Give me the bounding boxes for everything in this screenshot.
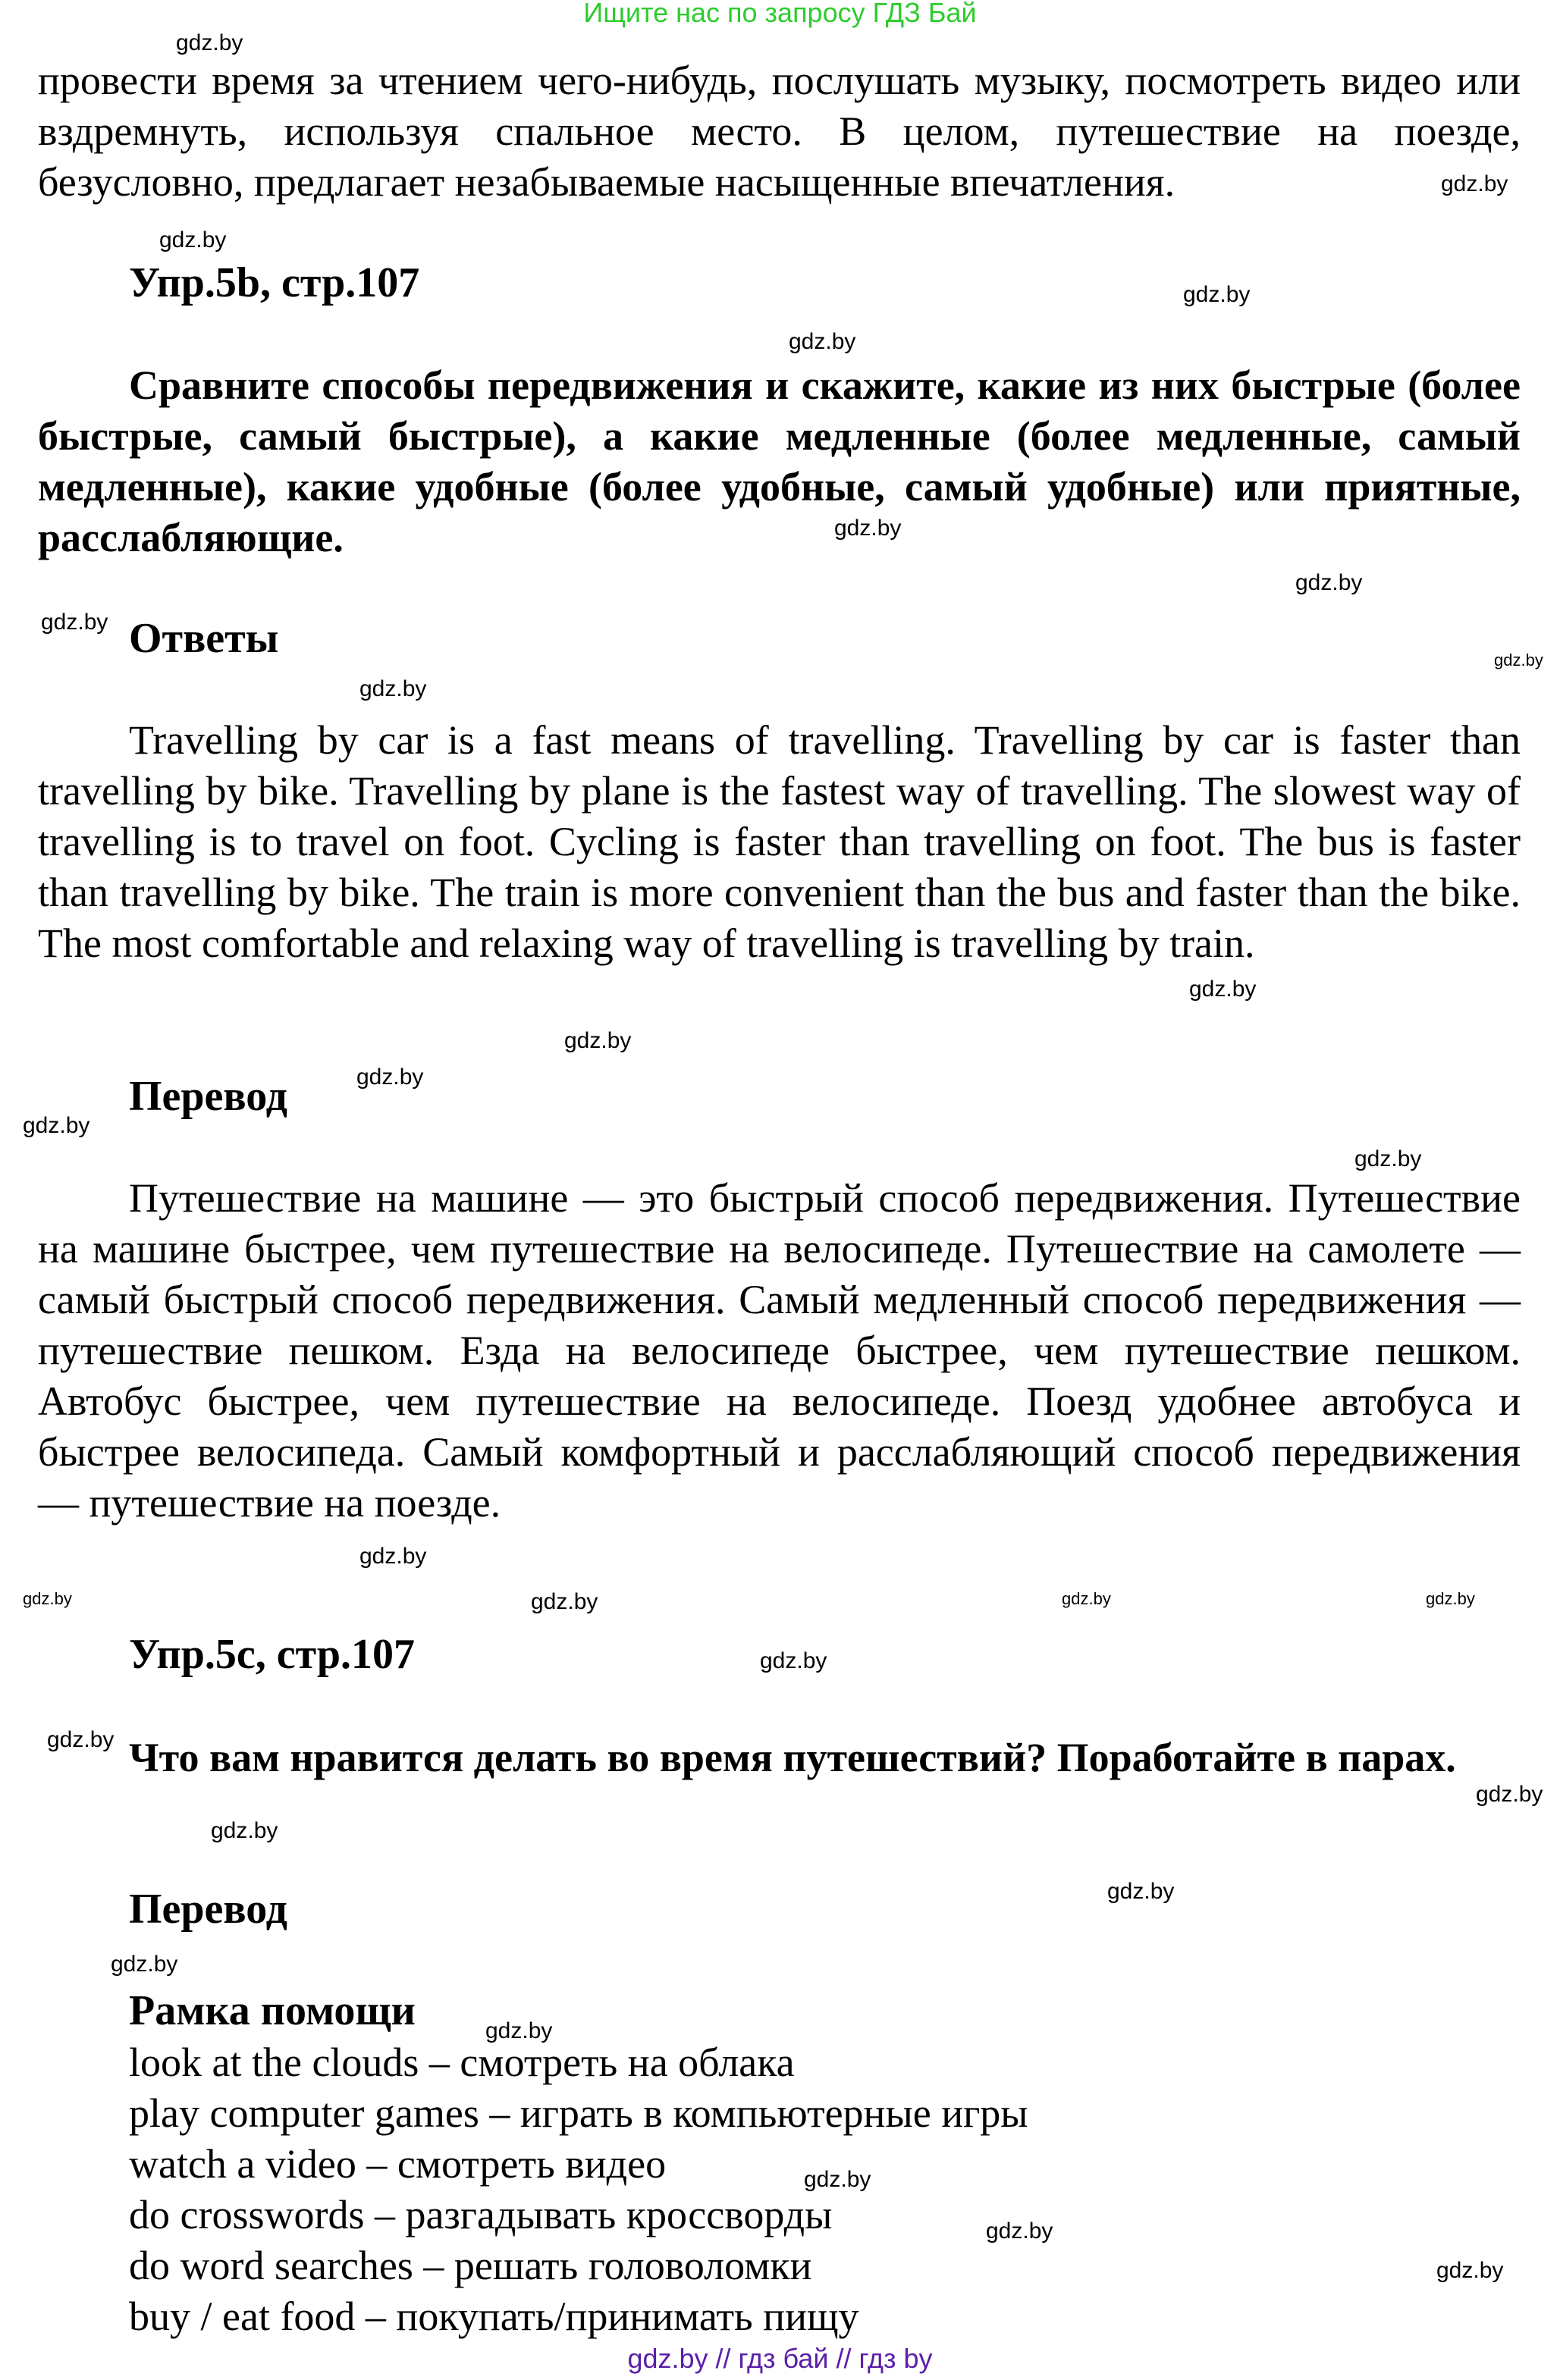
watermark: gdz.by: [1441, 171, 1508, 196]
watermark: gdz.by: [760, 1648, 827, 1673]
watermark: gdz.by: [23, 1113, 90, 1138]
answers-heading: Ответы: [129, 615, 279, 662]
help-box-heading: Рамка помощи: [129, 1987, 416, 2034]
help-item: look at the clouds – смотреть на облака: [129, 2040, 795, 2085]
exercise-5b-heading: Упр.5b, стр.107: [129, 259, 420, 306]
search-banner: Ищите нас по запросу ГДЗ Бай: [583, 0, 977, 28]
help-item: do word searches – решать головоломки: [129, 2243, 812, 2288]
watermark: gdz.by: [564, 1028, 632, 1053]
watermark: gdz.by: [485, 2018, 553, 2043]
watermark: gdz.by: [1494, 651, 1543, 669]
watermark: gdz.by: [47, 1727, 115, 1752]
watermark: gdz.by: [41, 610, 108, 635]
watermark: gdz.by: [356, 1065, 424, 1090]
help-item: play computer games – играть в компьютерные игры: [129, 2090, 1028, 2136]
footer-links[interactable]: gdz.by // гдз бай // гдз by: [627, 2343, 933, 2374]
watermark: gdz.by: [1062, 1589, 1111, 1608]
watermark: gdz.by: [1183, 282, 1251, 307]
translation-paragraph: Путешествие на машине — это быстрый способ передвижения. Путешествие на машине быстрее, чем путешествие на велосипеде. Путешествие на самолете — самый быстрый способ передвижения. Самый медленный способ передвижения — путешествие пешком. Езда на велосипеде быстрее, чем путешествие пешком. Автобус быстрее, чем путешествие на велосипеде. Поезд удобнее автобуса и быстрее велосипеда. Самый комфортный и расслабляющий способ передвижения — путешествие на поезде.: [38, 1175, 1521, 1526]
watermark: gdz.by: [211, 1818, 278, 1843]
watermark: gdz.by: [834, 516, 902, 541]
watermark: gdz.by: [804, 2167, 871, 2192]
watermark: gdz.by: [1189, 977, 1257, 1002]
intro-paragraph: провести время за чтением чего-нибудь, послушать музыку, посмотреть видео или вздремнуть, используя спальное место. В целом, путешествие на поезде, безусловно, предлагает незабываемые насыщенные впечатления.: [38, 58, 1521, 205]
exercise-5c-task: Что вам нравится делать во время путешествий? Поработайте в парах.: [129, 1735, 1456, 1780]
watermark: gdz.by: [159, 227, 227, 252]
exercise-5c-heading: Упр.5c, стр.107: [129, 1631, 415, 1678]
translation-heading: Перевод: [129, 1073, 287, 1120]
watermark: gdz.by: [531, 1589, 598, 1614]
watermark: gdz.by: [789, 329, 856, 354]
answers-paragraph: Travelling by car is a fast means of travelling. Travelling by car is faster than travelling by bike. Travelling by plane is the fastest way of travelling. The slowest way of travelling is to travel on foot. Cycling is faster than travelling on foot. The bus is faster than travelling by bike. The train is more convenient than the bus and faster than the bike. The most comfortable and relaxing way of travelling is travelling by train.: [38, 717, 1521, 966]
help-item: do crosswords – разгадывать кроссворды: [129, 2192, 833, 2237]
help-list: [129, 2037, 1028, 2342]
watermark: gdz.by: [359, 676, 427, 701]
watermark: gdz.by: [1426, 1589, 1475, 1608]
watermark: gdz.by: [359, 1544, 427, 1569]
exercise-5b-task: Сравните способы передвижения и скажите, какие из них быстрые (более быстрые, самый быстрые), а какие медленные (более медленные, самый медленные), какие удобные (более удобные, самый удобные) или приятные, расслабляющие.: [38, 362, 1521, 560]
translation-heading-5c: Перевод: [129, 1886, 287, 1933]
watermark: gdz.by: [1295, 570, 1363, 595]
watermark: gdz.by: [1476, 1782, 1543, 1807]
watermark: gdz.by: [23, 1589, 72, 1608]
watermark: gdz.by: [176, 30, 243, 55]
watermark: gdz.by: [111, 1952, 178, 1977]
help-item: buy / eat food – покупать/принимать пищу: [129, 2294, 859, 2339]
help-item: watch a video – смотреть видео: [129, 2141, 667, 2187]
watermark: gdz.by: [986, 2219, 1053, 2244]
watermark: gdz.by: [1436, 2258, 1504, 2283]
watermark: gdz.by: [1354, 1146, 1422, 1171]
watermark: gdz.by: [1107, 1879, 1175, 1904]
